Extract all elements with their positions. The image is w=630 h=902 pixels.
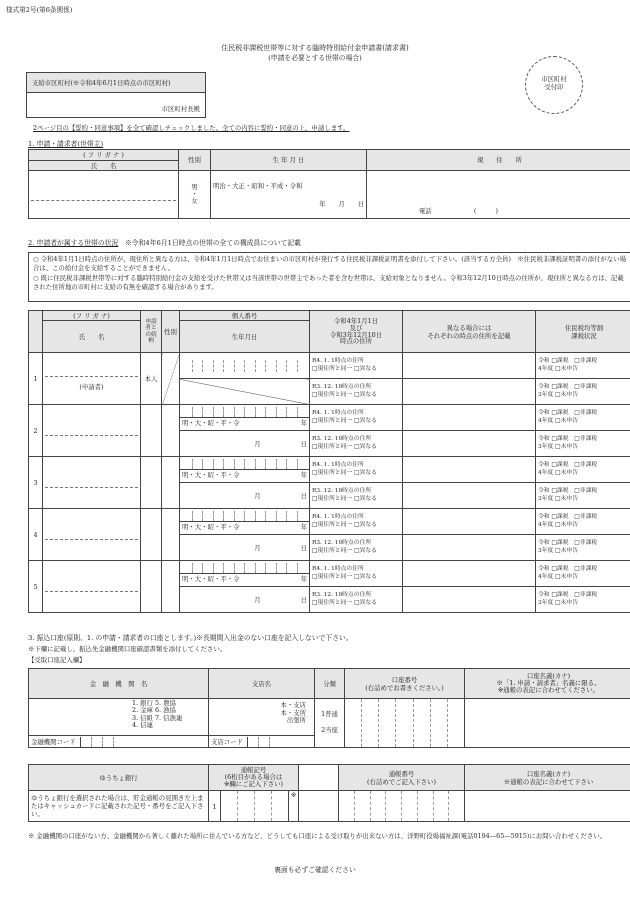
address-r4: R4. 1. 1時点の住所 □現住所と同一 □異なる <box>310 509 403 535</box>
acct-no-cell[interactable] <box>345 699 465 748</box>
tax-r3[interactable]: 令和 □課税 □非課税 3年度 □未申告 <box>536 379 630 405</box>
footer-note: ※ 金融機関の口座がない方、金融機関から著しく離れた場所に住んでいる方など、どうしても口座による受け取りが出来ない方は、洋野町役場福祉課(電話0194—65—5915)にお問い合わせください。 <box>28 832 607 840</box>
diff-address-r3[interactable] <box>403 431 536 457</box>
row-number: 4 <box>29 509 43 561</box>
era-options: 明治・大正・昭和・平成・令和 <box>213 181 303 190</box>
bank-code-label: 金融機関コード <box>31 737 76 746</box>
acct-no-header: 口座番号 (右詰めでお書きください。) <box>345 669 465 699</box>
back-note: 裏面も必ずご確認ください <box>274 866 356 874</box>
branch-code-label: 支店コード <box>211 737 243 746</box>
sex-cell[interactable] <box>162 561 180 613</box>
hh-dob-header: 生年月日 <box>180 321 310 353</box>
sym-first-digit: 1 <box>209 791 221 821</box>
id-cell[interactable]: 明・大・昭・平・令 年 <box>180 457 310 483</box>
sex-cell[interactable] <box>162 509 180 561</box>
applicant-name-cell[interactable] <box>29 171 179 219</box>
kind-cell[interactable]: 1普通 2当座 <box>315 699 345 748</box>
address-r3: R3. 12. 10時点の住所 □現住所と同一 □異なる <box>310 535 403 561</box>
id-cell[interactable]: 明・大・昭・平・令 年 <box>180 561 310 587</box>
diff-address-r4[interactable] <box>403 457 536 483</box>
section1-heading: 1. 申請・請求者(世帯主) <box>28 140 104 148</box>
applicant-address[interactable] <box>367 171 630 219</box>
household-member-name[interactable] <box>43 509 141 561</box>
dob-cell[interactable]: 月 日 <box>180 587 310 613</box>
tax-r3[interactable]: 令和 □課税 □非課税 3年度 □未申告 <box>536 535 630 561</box>
row-number: 3 <box>29 457 43 509</box>
relation-cell: 本人 <box>141 353 162 405</box>
sex-header: 性別 <box>179 150 211 171</box>
id-cell[interactable] <box>180 353 310 379</box>
dob-header: 生 年 月 日 <box>211 150 367 171</box>
tax-r4[interactable]: 令和 □課税 □非課税 4年度 □未申告 <box>536 509 630 535</box>
diff-address-r4[interactable] <box>403 353 536 379</box>
tax-r4[interactable]: 令和 □課税 □非課税 4年度 □未申告 <box>536 353 630 379</box>
tax-r4[interactable]: 令和 □課税 □非課税 4年度 □未申告 <box>536 457 630 483</box>
bank-name-header: 金 融 機 関 名 <box>29 669 209 699</box>
tax-status-header: 住民税均等割 課税状況 <box>536 311 630 353</box>
address-r3: R3. 12. 10時点の住所 □現住所と同一 □異なる <box>310 379 403 405</box>
reception-seal: 市区町村 受付印 <box>525 56 583 114</box>
passbook-sym-cell[interactable] <box>209 791 299 822</box>
relation-cell[interactable] <box>141 405 162 457</box>
passbook-sym-header: 通帳記号 (6桁目がある場合は ※欄にご記入下さい) <box>209 765 299 791</box>
applicant-dob[interactable] <box>211 171 367 219</box>
household-member-name[interactable]: (申請者) <box>43 353 141 405</box>
note-2: ○ 既に住民税非課税世帯等に対する臨時特別給付金の支給を受けた世帯又は当該世帯の世帯主であった者を含む世帯は、支給対象となりません。令和3年12月10日時点の住所が、現住所と異なる方は、記載された住所地の市町村に支給の有無を確認する場合があります。 <box>33 274 624 291</box>
applicant-table <box>28 149 630 219</box>
id-cell[interactable]: 明・大・昭・平・令 年 <box>180 509 310 535</box>
address-r4: R4. 1. 1時点の住所 □現住所と同一 □異なる <box>310 353 403 379</box>
household-notes <box>28 252 630 302</box>
dob-cell-struck <box>180 379 310 405</box>
sex-cell-struck <box>162 353 180 405</box>
dob-ymd: 年 月 日 <box>319 199 364 208</box>
row-number: 1 <box>29 353 43 405</box>
yucho-note: ゆうちょ銀行を選択された場合は、貯金通帳の見開き左上またはキャッシュカードに記載された記号・番号をご記入下さい。 <box>29 791 209 822</box>
dob-cell[interactable]: 月 日 <box>180 431 310 457</box>
yucho-holder-cell[interactable] <box>465 791 630 822</box>
household-table <box>28 310 630 613</box>
passbook-no-cell[interactable] <box>339 791 465 822</box>
hh-name-header: 氏 名 <box>43 321 141 353</box>
section3-sub: ※下欄に記載し、振込先金融機関口座確認書類を添付してください。 <box>28 645 227 653</box>
household-member-name[interactable] <box>43 561 141 613</box>
diff-address-r4[interactable] <box>403 561 536 587</box>
bank-type-options: 1. 銀行 5. 農協 2. 金庫 6. 漁協 3. 信組 7. 信漁連 4. 信連 <box>132 699 183 730</box>
form-subtitle: (申請を必要とする世帯の場合) <box>268 54 362 62</box>
sex-cell[interactable] <box>162 405 180 457</box>
bank-name-cell[interactable] <box>29 699 209 748</box>
address-r3: R3. 12. 10時点の住所 □現住所と同一 □異なる <box>310 431 403 457</box>
diff-address-r3[interactable] <box>403 587 536 613</box>
relation-cell[interactable] <box>141 457 162 509</box>
household-member-name[interactable] <box>43 405 141 457</box>
diff-address-r4[interactable] <box>403 509 536 535</box>
tax-r3[interactable]: 令和 □課税 □非課税 3年度 □未申告 <box>536 483 630 509</box>
hh-furigana-header: (フ リ ガ ナ) <box>43 311 141 321</box>
row-number: 2 <box>29 405 43 457</box>
furigana-header: ( フ リ ガ ナ ) <box>29 150 179 161</box>
id-header: 個人番号 <box>180 311 310 321</box>
branch-header: 支店名 <box>209 669 315 699</box>
tax-r3[interactable]: 令和 □課税 □非課税 3年度 □未申告 <box>536 587 630 613</box>
address-r4: R4. 1. 1時点の住所 □現住所と同一 □異なる <box>310 457 403 483</box>
row-number: 5 <box>29 561 43 613</box>
recipient-header: 支給市区町村(※令和4年6月1日時点の市区町村) <box>27 73 205 93</box>
address-header: 現 住 所 <box>367 150 630 171</box>
tax-r4[interactable]: 令和 □課税 □非課税 4年度 □未申告 <box>536 561 630 587</box>
yucho-table <box>28 764 630 822</box>
form-number: 様式第2号(第6条関係) <box>6 6 73 14</box>
dob-cell[interactable]: 月 日 <box>180 483 310 509</box>
diff-address-r3[interactable] <box>403 535 536 561</box>
address-r3: R3. 12. 10時点の住所 □現住所と同一 □異なる <box>310 587 403 613</box>
dob-cell[interactable]: 月 日 <box>180 535 310 561</box>
phone-label: 電話 <box>419 207 432 215</box>
name-header: 氏 名 <box>29 161 179 171</box>
note-1: ○ 令和4年1月1日時点の住所が、現住所と異なる方は、令和4年1月1日時点でお住まいの市区町村が発行する住民税非課税証明書を添付して下さい。(該当する方全員) ※住民税非課税証明書の添付がない場合は、この給付金を支給することができません。 <box>33 255 626 272</box>
household-member-name[interactable] <box>43 457 141 509</box>
tax-r4[interactable]: 令和 □課税 □非課税 4年度 □未申告 <box>536 405 630 431</box>
id-cell[interactable]: 明・大・昭・平・令 年 <box>180 405 310 431</box>
kind-header: 分類 <box>315 669 345 699</box>
relation-header: 申請者との続柄 <box>141 311 162 353</box>
section2-heading: 2. 申請者が属する世帯の状況 ※令和4年6月1日時点の世帯の全ての構成員について記載 <box>28 239 301 247</box>
diff-address-r3[interactable] <box>403 483 536 509</box>
branch-cell[interactable] <box>209 699 315 748</box>
applicant-sex[interactable]: 男 ・ 女 <box>179 171 211 219</box>
address-r4: R4. 1. 1時点の住所 □現住所と同一 □異なる <box>310 405 403 431</box>
relation-cell[interactable] <box>141 509 162 561</box>
form-title: 住民税非課税世帯等に対する臨時特別給付金申請書(請求書) <box>221 44 409 52</box>
diff-address-r4[interactable] <box>403 405 536 431</box>
recipient-box <box>26 72 206 118</box>
diff-address-header: 異なる場合には それぞれの時点の住所を記載 <box>403 311 536 353</box>
bank-block-label: 【受取口座記入欄】 <box>28 656 86 664</box>
address-r4: R4. 1. 1時点の住所 □現住所と同一 □異なる <box>310 561 403 587</box>
phone-parens: ( ) <box>473 207 498 215</box>
hh-sex-header: 性別 <box>162 311 180 353</box>
holder-cell[interactable] <box>465 699 630 748</box>
diff-address-r3[interactable] <box>403 379 536 405</box>
relation-cell[interactable] <box>141 561 162 613</box>
sym-star: ※ <box>288 791 298 821</box>
yucho-header: ゆうちょ銀行 <box>29 765 209 791</box>
section3-heading: 3. 振込口座(原則、1. の申請・請求者の口座とします。)※長期間入出金のない口座を記入しないで下さい。 <box>28 634 353 642</box>
passbook-no-header: 通帳番号 (右詰めでご記入下さい) <box>339 765 465 791</box>
branch-type-options: 本・支店 本・支所 出張所 <box>280 701 306 725</box>
tax-r3[interactable]: 令和 □課税 □非課税 3年度 □未申告 <box>536 431 630 457</box>
yucho-holder-header: 口座名義(カナ) ※通帳の表記に合わせて下さい <box>465 765 630 791</box>
pledge-line: 2ページ目の【誓約・同意事項】を全て確認しチェックしました。全ての内容に誓約・同意の上、申請します。 <box>33 124 350 132</box>
address-time-header: 令和4年1月1日 及び 令和3年12月10日 時点の住所 <box>310 311 403 353</box>
recipient-footer: 市区町村長殿 <box>161 105 200 113</box>
address-r3: R3. 12. 10時点の住所 □現住所と同一 □異なる <box>310 483 403 509</box>
bank-table <box>28 668 630 748</box>
sex-cell[interactable] <box>162 457 180 509</box>
holder-header: 口座名義(カナ) ※「1. 申請・請求者」名義に限る。 ※通帳の表記に合わせてください。 <box>465 669 630 699</box>
